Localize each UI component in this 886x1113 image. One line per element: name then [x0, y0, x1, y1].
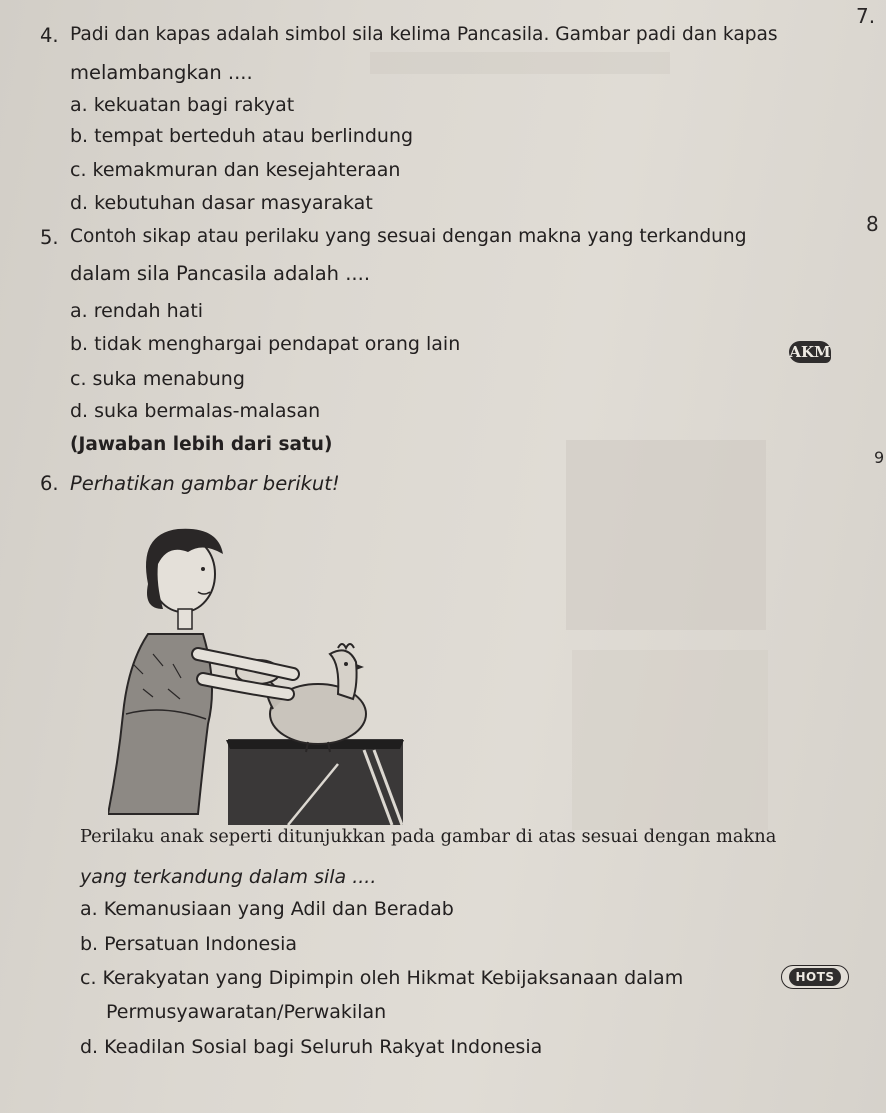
question-5-option-a[interactable]: a. rendah hati: [70, 300, 204, 322]
question-6-option-d[interactable]: d. Keadilan Sosial bagi Seluruh Rakyat Indonesia: [80, 1036, 543, 1058]
question-4-option-a[interactable]: a. kekuatan bagi rakyat: [70, 94, 295, 116]
margin-number-9: 9: [874, 448, 885, 467]
question-5-number: 5.: [40, 226, 59, 249]
hots-badge: [781, 965, 849, 989]
margin-number-8: 8: [866, 212, 879, 236]
show-through-image-bottom: [572, 650, 768, 830]
hots-badge-label: HOTS: [789, 968, 840, 986]
question-5-stem-line1: Contoh sikap atau perilaku yang sesuai dengan makna yang terkandung: [70, 226, 747, 247]
question-4-option-b[interactable]: b. tempat berteduh atau berlindung: [70, 125, 414, 147]
show-through-banner: [370, 52, 670, 74]
question-5-option-b[interactable]: b. tidak menghargai pendapat orang lain: [70, 333, 461, 355]
question-6-number: 6.: [40, 472, 59, 495]
question-4-stem-line1: Padi dan kapas adalah simbol sila kelima Pancasila. Gambar padi dan kapas: [70, 24, 778, 45]
question-5-option-c[interactable]: c. suka menabung: [70, 368, 245, 390]
akm-badge: AKM: [789, 343, 831, 361]
question-6-stem-line1: Perilaku anak seperti ditunjukkan pada gambar di atas sesuai dengan makna: [80, 826, 777, 847]
question-6-stem-line2: yang terkandung dalam sila ....: [80, 866, 377, 888]
question-4-option-d[interactable]: d. kebutuhan dasar masyarakat: [70, 192, 373, 214]
girl-dress: [108, 634, 212, 814]
question-5-option-d[interactable]: d. suka bermalas-malasan: [70, 400, 321, 422]
question-4-number: 4.: [40, 24, 59, 47]
question-5-note: (Jawaban lebih dari satu): [70, 434, 333, 455]
girl-feeding-chicken-illustration: [108, 514, 408, 826]
question-6-instruction: Perhatikan gambar berikut!: [70, 472, 340, 495]
question-6-option-c-cont: Permusyawaratan/Perwakilan: [106, 1001, 387, 1023]
show-through-image-top: [566, 440, 766, 630]
question-6-option-a[interactable]: a. Kemanusiaan yang Adil dan Beradab: [80, 898, 454, 920]
question-4-stem-line2: melambangkan ....: [70, 61, 253, 84]
question-4-option-c[interactable]: c. kemakmuran dan kesejahteraan: [70, 159, 401, 181]
question-6-option-b[interactable]: b. Persatuan Indonesia: [80, 933, 298, 955]
question-5-stem-line2: dalam sila Pancasila adalah ....: [70, 262, 371, 285]
margin-number-7: 7.: [856, 4, 876, 28]
question-6-option-c[interactable]: c. Kerakyatan yang Dipimpin oleh Hikmat Kebijaksanaan dalam: [80, 967, 684, 989]
